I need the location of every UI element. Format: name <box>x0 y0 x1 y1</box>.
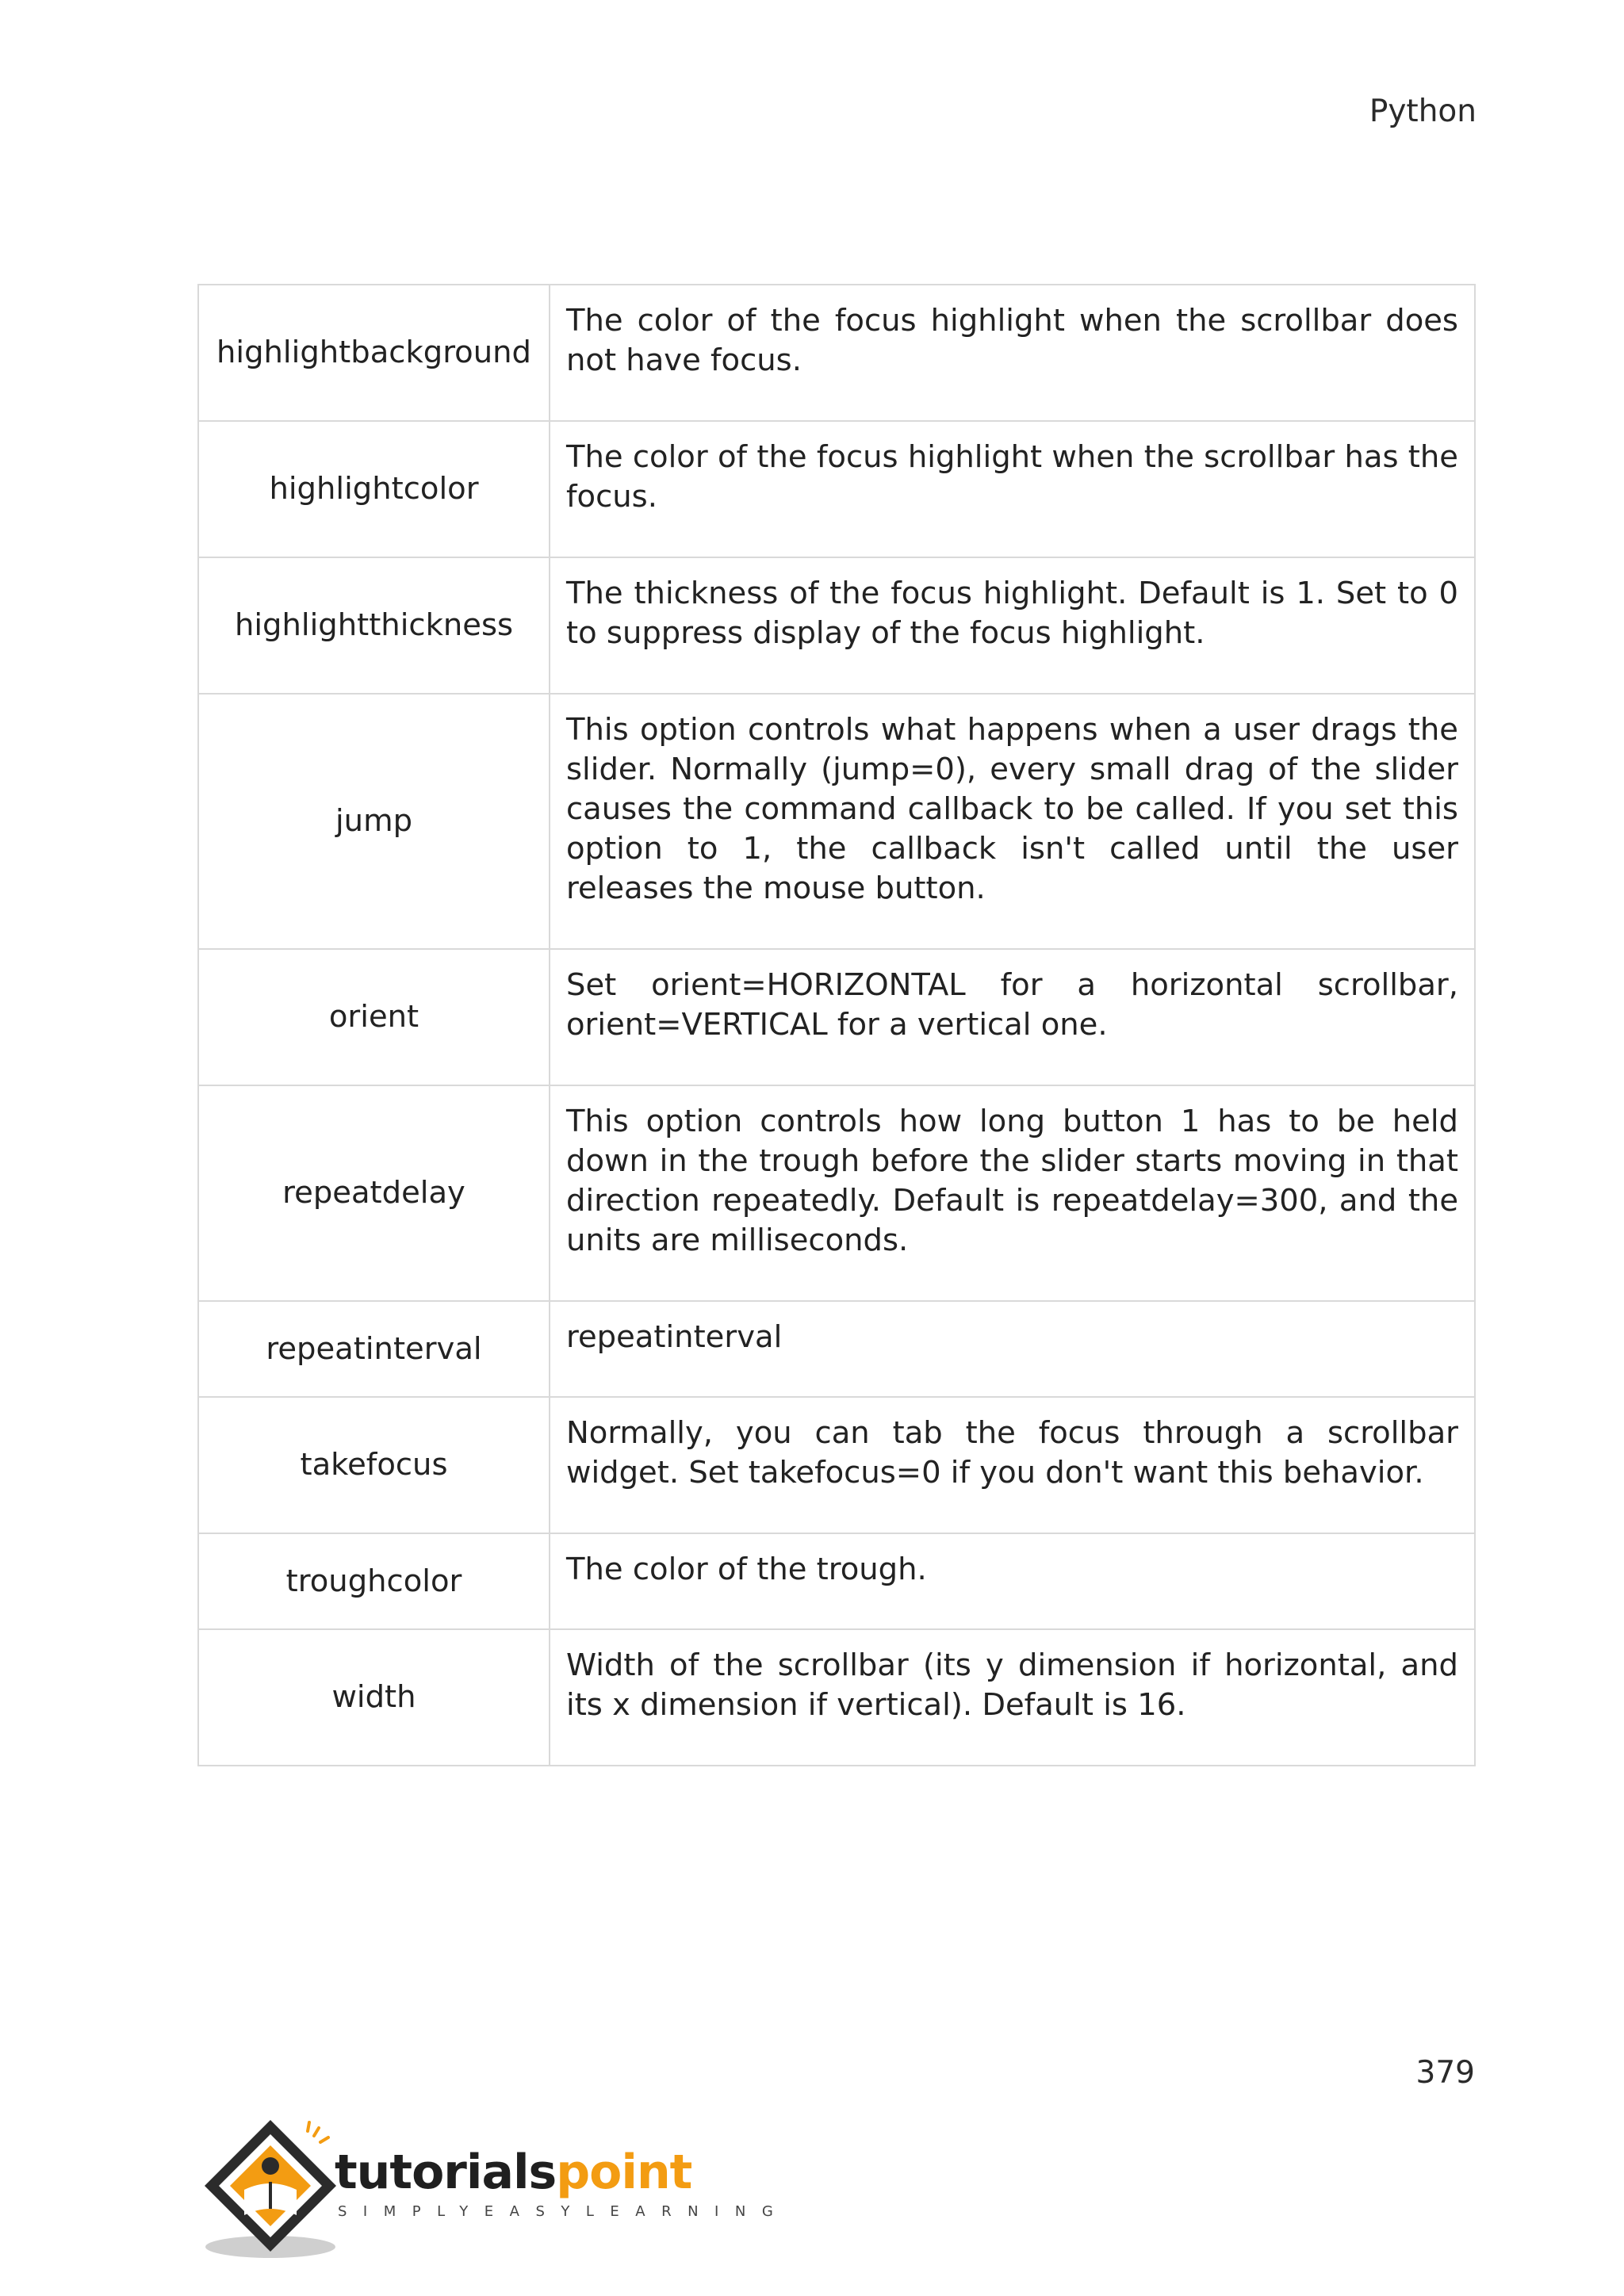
option-description: The color of the focus highlight when the scrollbar has the focus. <box>550 421 1475 557</box>
table-row <box>198 285 1475 421</box>
page-header-title: Python <box>1369 94 1477 129</box>
option-name: highlightthickness <box>198 557 550 694</box>
tutorialspoint-logo <box>195 2114 790 2264</box>
option-description: Set orient=HORIZONTAL for a horizontal scrollbar, orient=VERTICAL for a vertical one. <box>550 949 1475 1085</box>
option-name: orient <box>198 949 550 1085</box>
option-description: The color of the focus highlight when the scrollbar does not have focus. <box>550 285 1475 421</box>
option-name: width <box>198 1629 550 1766</box>
table-row <box>198 949 1475 1085</box>
table-row <box>198 1533 1475 1629</box>
table-row <box>198 1397 1475 1533</box>
logo-word-point: point <box>556 2145 692 2200</box>
page-number: 379 <box>1415 2055 1475 2091</box>
table-row <box>198 557 1475 694</box>
option-description: Width of the scrollbar (its y dimension if horizontal, and its x dimension if vertical). Default is 16. <box>550 1629 1475 1766</box>
option-name: highlightcolor <box>198 421 550 557</box>
logo-word-tutorials: tutorials <box>335 2145 557 2200</box>
table-row <box>198 1301 1475 1397</box>
table-row <box>198 421 1475 557</box>
option-description: The thickness of the focus highlight. Default is 1. Set to 0 to suppress display of the focus highlight. <box>550 557 1475 694</box>
option-description: This option controls what happens when a user drags the slider. Normally (jump=0), every small drag of the slider causes the command callback to be called. If you set this option to 1, the callback isn't called until the user releases the mouse button. <box>550 694 1475 949</box>
option-name: highlightbackground <box>198 285 550 421</box>
option-description: Normally, you can tab the focus through a scrollbar widget. Set takefocus=0 if you don't want this behavior. <box>550 1397 1475 1533</box>
tutorialspoint-logo-icon <box>195 2114 346 2264</box>
table-row <box>198 694 1475 949</box>
option-description: The color of the trough. <box>550 1533 1475 1629</box>
option-name: jump <box>198 694 550 949</box>
option-name: repeatinterval <box>198 1301 550 1397</box>
option-name: repeatdelay <box>198 1085 550 1301</box>
option-description: repeatinterval <box>550 1301 1475 1397</box>
option-description: This option controls how long button 1 has to be held down in the trough before the slider starts moving in that direction repeatedly. Default is repeatdelay=300, and the units are milliseconds. <box>550 1085 1475 1301</box>
logo-tagline: SIMPLYEASYLEARNING <box>338 2203 790 2220</box>
option-name: takefocus <box>198 1397 550 1533</box>
scrollbar-options-table <box>197 284 1476 1766</box>
option-name: troughcolor <box>198 1533 550 1629</box>
table-row <box>198 1085 1475 1301</box>
table-row <box>198 1629 1475 1766</box>
